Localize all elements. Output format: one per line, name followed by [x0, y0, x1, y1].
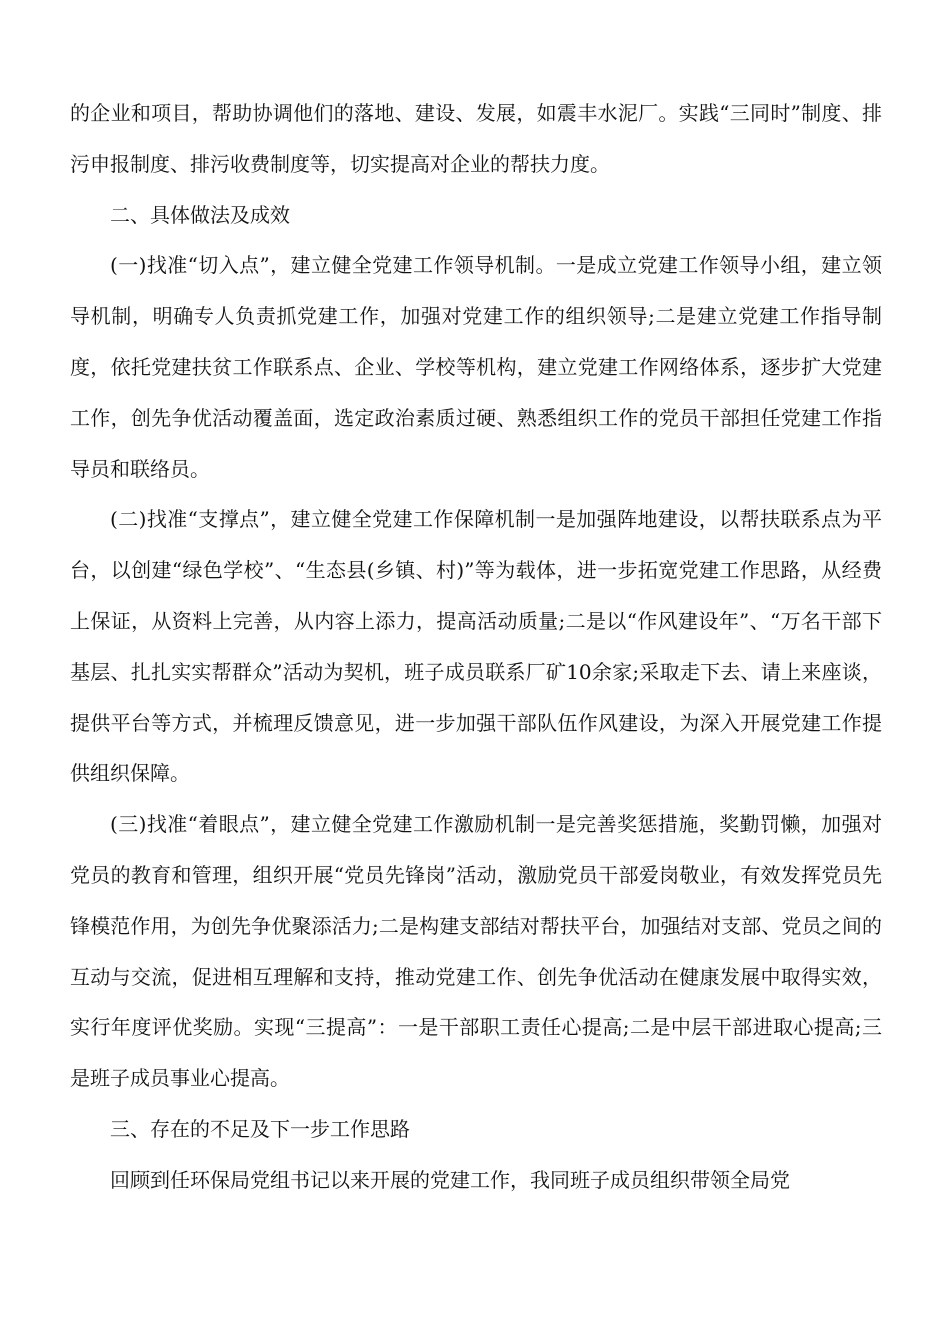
- paragraph-review: 回顾到任环保局党组书记以来开展的党建工作，我同班子成员组织带领全局党: [110, 1167, 790, 1192]
- section-heading-2: 二、具体做法及成效: [110, 202, 290, 227]
- paragraph-support-point: (二)找准“支撑点”，建立健全党建工作保障机制一是加强阵地建设，以帮扶联系点为平台，以创建“绿色学校”、“生态县(乡镇、村)”等为载体，进一步拓宽党建工作思路，从经费上保证，从资料上完善，从内容上添力，提高活动质量;二是以“作风建设年”、“万名干部下基层、扎扎实实帮群众”活动为契机，班子成员联系厂矿10余家;采取走下去、请上来座谈，提供平台等方式，并梳理反馈意见，进一步加强干部队伍作风建设，为深入开展党建工作提供组织保障。: [70, 507, 882, 786]
- paragraph-entry-point: (一)找准“切入点”，建立健全党建工作领导机制。一是成立党建工作领导小组，建立领导机制，明确专人负责抓党建工作，加强对党建工作的组织领导;二是建立党建工作指导制度，依托党建扶贫工作联系点、企业、学校等机构，建立党建工作网络体系，逐步扩大党建工作，创先争优活动覆盖面，选定政治素质过硬、熟悉组织工作的党员干部担任党建工作指导员和联络员。: [70, 253, 882, 481]
- section-heading-3: 三、存在的不足及下一步工作思路: [110, 1116, 410, 1141]
- paragraph-focus-point: (三)找准“着眼点”，建立健全党建工作激励机制一是完善奖惩措施，奖勤罚懒，加强对党员的教育和管理，组织开展“党员先锋岗”活动，激励党员干部爱岗敬业，有效发挥党员先锋模范作用，为创先争优聚添活力;二是构建支部结对帮扶平台，加强结对支部、党员之间的互动与交流，促进相互理解和支持，推动党建工作、创先争优活动在健康发展中取得实效，实行年度评优奖励。实现“三提高”：一是干部职工责任心提高;二是中层干部进取心提高;三是班子成员事业心提高。: [70, 812, 882, 1091]
- document-body: [70, 88, 882, 1206]
- paragraph-continuation: 的企业和项目，帮助协调他们的落地、建设、发展，如震丰水泥厂。实践“三同时”制度、排污申报制度、排污收费制度等，切实提高对企业的帮扶力度。: [70, 101, 882, 176]
